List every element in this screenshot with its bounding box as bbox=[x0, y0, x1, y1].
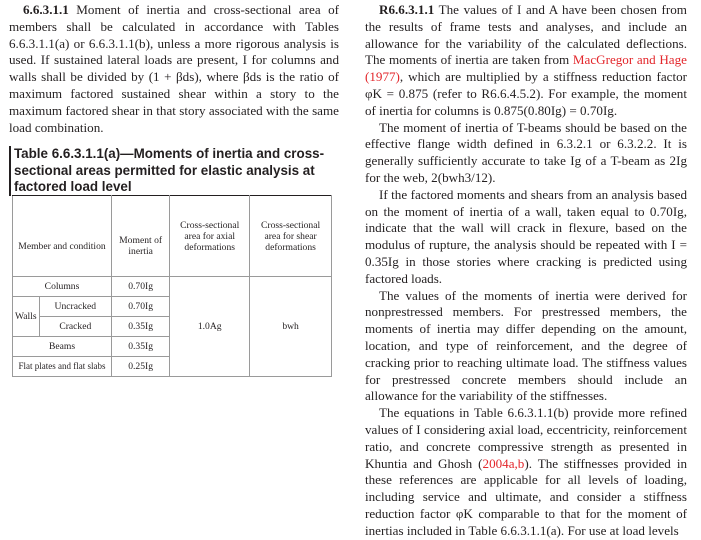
commentary-paragraph-3: If the factored moments and shears from an analysis based on the moment of inertia of a wall, taken equal to 0.70Ig, indicate that the wall will crack in flexure, based on the modulus of rupture, the analysis should be repeated with I = 0.35Ig in those stories where cracking is predicted using factored loads. bbox=[365, 186, 687, 286]
axial-value: 1.0Ag bbox=[170, 277, 250, 377]
row-value-flat-plates: 0.25Ig bbox=[112, 357, 170, 377]
table-title bbox=[9, 146, 339, 196]
row-label-beams: Beams bbox=[13, 337, 112, 357]
row-label-uncracked: Uncracked bbox=[39, 297, 111, 317]
row-label-flat-plates: Flat plates and flat slabs bbox=[13, 357, 112, 377]
citation-link-khuntia[interactable]: 2004a,b bbox=[482, 455, 525, 471]
table-title-text: Table 6.6.3.1.1(a)—Moments of inertia and cross-sectional areas permitted for elastic analysis at factored load level bbox=[14, 146, 325, 194]
commentary-p1-b: , which are multiplied by a stiffness reduction factor φK = 0.875 (refer to R6.6.4.5.2). For example, the moment of inertia for columns is 0.875(0.80Ig) = 0.70Ig. bbox=[365, 69, 687, 118]
row-label-cracked: Cracked bbox=[39, 317, 111, 337]
commentary-p1-a: The values of I and A have been chosen from the results of frame tests and analyses, and include an allowance for the variability of the calculated deflections. The moments of inertia are taken from bbox=[365, 2, 687, 68]
row-value-beams: 0.35Ig bbox=[112, 337, 170, 357]
header-shear: Cross-sectional area for shear deformations bbox=[250, 196, 332, 277]
row-label-walls: Walls bbox=[13, 297, 40, 337]
shear-value: bwh bbox=[250, 277, 332, 377]
section-6-6-3-1-1 bbox=[9, 2, 339, 136]
moment-of-inertia-table bbox=[12, 195, 332, 377]
commentary-p5-b: ). The stiffnesses provided in these references are applicable for all levels of loading, including service and ultimate, and consider a stiffness reduction factor φK comparable to that for the moment of inertias included in Table 6.6.3.1.1(a). For use at load levels bbox=[365, 455, 687, 538]
table-header-row bbox=[13, 196, 332, 277]
commentary-paragraph-2: The moment of inertia of T-beams should be based on the effective flange width defined in 6.3.2.1 or 6.3.2.2. It is generally sufficiently accurate to take Ig of a T-beam as 2Ig for the web, 2(bwh3/12). bbox=[365, 119, 687, 185]
row-label-columns: Columns bbox=[13, 277, 112, 297]
commentary-paragraph-4: The values of the moments of inertia were derived for nonprestressed members. For prestressed members, the moments of inertia may differ depending on the amount, location, and type of reinforcement, and the degree of cracking prior to reaching ultimate load. The stiffness values for prestressed concrete members should include an allowance for the variability of the stiffnesses. bbox=[365, 287, 687, 404]
header-moment: Moment of inertia bbox=[112, 196, 170, 277]
row-value-uncracked: 0.70Ig bbox=[112, 297, 170, 317]
header-member: Member and condition bbox=[13, 196, 112, 277]
citation-link-macgregor[interactable]: MacGregor and Hage (1977) bbox=[365, 52, 687, 85]
table-row bbox=[13, 277, 332, 297]
right-column bbox=[365, 0, 687, 540]
commentary-p5-a: The equations in Table 6.6.3.1.1(b) provide more refined values of I considering axial load, eccentricity, reinforcement ratio, and concrete compressive strength as presented in Khuntia and Ghosh ( bbox=[365, 405, 687, 471]
left-column bbox=[9, 0, 339, 136]
commentary-paragraph-1 bbox=[365, 2, 687, 120]
section-number: 6.6.3.1.1 bbox=[23, 2, 69, 17]
header-axial: Cross-sectional area for axial deformations bbox=[170, 196, 250, 277]
row-value-cracked: 0.35Ig bbox=[112, 317, 170, 337]
row-value-columns: 0.70Ig bbox=[112, 277, 170, 297]
commentary-paragraph-5 bbox=[365, 405, 687, 539]
section-body: Moment of inertia and cross-sectional area of members shall be calculated in accordance with Tables 6.6.3.1.1(a) or 6.6.3.1.1(b), unless a more rigorous analysis is used. If sustained lateral loads are present, I for columns and walls shall be divided by (1 + βds), where βds is the ratio of maximum factored sustained shear within a story to the maximum factored shear in that story associated with the same load combination. bbox=[9, 2, 339, 135]
commentary-number: R6.6.3.1.1 bbox=[379, 2, 435, 17]
